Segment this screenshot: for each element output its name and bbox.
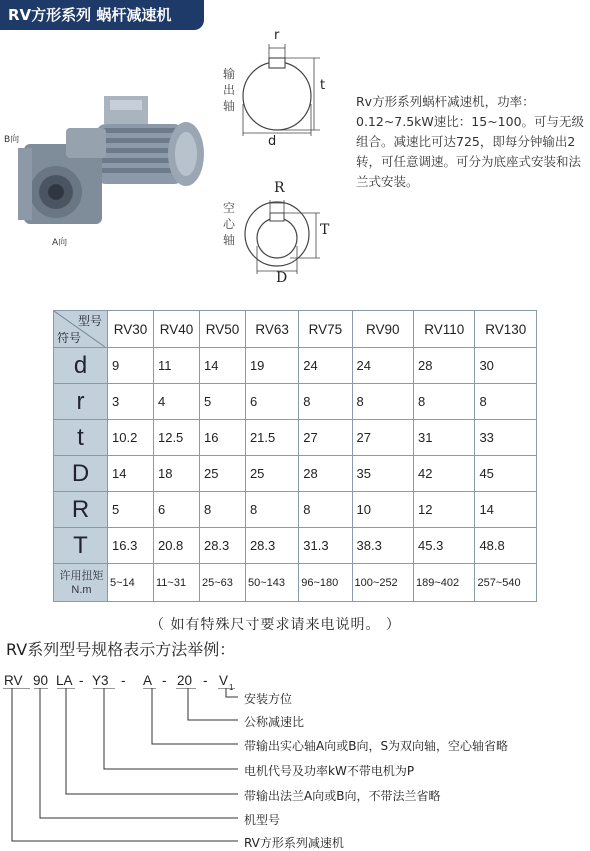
code-part-rv: RV	[4, 673, 23, 688]
spec-table	[53, 310, 537, 602]
table-row	[54, 420, 537, 456]
table-cell: 11	[153, 348, 199, 384]
table-cell: 96~180	[299, 564, 352, 602]
table-cell: 24	[299, 348, 352, 384]
table-cell: 28	[299, 456, 352, 492]
section-title: RV方形系列 蜗杆减速机	[0, 0, 204, 30]
table-cell: 11~31	[153, 564, 199, 602]
model-header: RV40	[153, 311, 199, 348]
corner-type-label: 型号	[77, 314, 102, 328]
dim-d-label: d	[268, 134, 277, 149]
table-cell: 27	[352, 420, 413, 456]
table-cell: 6	[153, 492, 199, 528]
table-cell: 9	[108, 348, 154, 384]
code-part-motor: Y3	[92, 673, 109, 688]
code-part-ratio: 20	[177, 673, 193, 688]
corner-cell	[54, 311, 108, 348]
table-cell: 8	[199, 492, 245, 528]
table-cell: 33	[475, 420, 537, 456]
table-cell: 6	[245, 384, 298, 420]
dim-r-label: r	[274, 28, 280, 43]
gear-reducer-photo	[6, 82, 216, 252]
table-cell: 50~143	[245, 564, 298, 602]
legend-item: RV方形系列减速机	[244, 836, 344, 850]
table-header-row	[54, 311, 537, 348]
table-cell: 25	[199, 456, 245, 492]
table-cell: 38.3	[352, 528, 413, 564]
dim-D-label: D	[276, 270, 288, 286]
code-subscript: 1	[229, 683, 234, 692]
table-cell: 8	[299, 384, 352, 420]
model-header: RV110	[414, 311, 475, 348]
table-cell: 189~402	[414, 564, 475, 602]
table-cell: 8	[414, 384, 475, 420]
table-cell: 31.3	[299, 528, 352, 564]
table-cell: 14	[199, 348, 245, 384]
legend-item: 带输出实心轴A向或B向，S为双向轴，空心轴省略	[244, 739, 509, 753]
table-cell: 28.3	[245, 528, 298, 564]
model-header: RV63	[245, 311, 298, 348]
table-cell: 19	[245, 348, 298, 384]
table-cell: 25	[245, 456, 298, 492]
model-header: RV75	[299, 311, 352, 348]
code-part-position: V	[219, 673, 229, 688]
model-header: RV130	[475, 311, 537, 348]
code-leader-lines	[0, 688, 260, 848]
hollow-shaft-caption: 空心轴	[222, 201, 235, 247]
table-cell: 31	[414, 420, 475, 456]
model-header: RV30	[108, 311, 154, 348]
row-symbol: t	[54, 420, 108, 456]
table-cell: 8	[352, 384, 413, 420]
table-cell: 3	[108, 384, 154, 420]
example-title: RV系列型号规格表示方法举例：	[6, 640, 236, 659]
code-part-size: 90	[33, 673, 49, 688]
model-header: RV90	[352, 311, 413, 348]
table-cell: 12.5	[153, 420, 199, 456]
table-cell: 20.8	[153, 528, 199, 564]
table-cell: 42	[414, 456, 475, 492]
table-cell: 35	[352, 456, 413, 492]
dim-R-label: R	[274, 180, 285, 196]
corner-symbol-label: 符号	[57, 331, 82, 345]
row-symbol: T	[54, 528, 108, 564]
code-part-flange: LA	[56, 673, 73, 688]
table-cell: 8	[245, 492, 298, 528]
table-row	[54, 384, 537, 420]
code-dash: -	[162, 673, 167, 688]
photo-label-b: B向	[4, 135, 20, 145]
code-dash: -	[203, 673, 208, 688]
row-symbol: r	[54, 384, 108, 420]
row-symbol: R	[54, 492, 108, 528]
table-cell: 10	[352, 492, 413, 528]
row-symbol: D	[54, 456, 108, 492]
table-row	[54, 456, 537, 492]
dim-t-label: t	[320, 78, 326, 93]
table-cell: 12	[414, 492, 475, 528]
code-dash: -	[79, 673, 84, 688]
table-cell: 14	[108, 456, 154, 492]
table-cell: 24	[352, 348, 413, 384]
table-cell: 28	[414, 348, 475, 384]
row-symbol: 许用扭矩N.m	[54, 564, 108, 602]
dim-T-label: T	[320, 222, 330, 238]
table-cell: 48.8	[475, 528, 537, 564]
output-shaft-diagram	[240, 34, 340, 152]
legend-item: 电机代号及功率kW不带电机为P	[244, 764, 415, 778]
table-cell: 5	[108, 492, 154, 528]
table-row	[54, 528, 537, 564]
photo-label-a: A向	[52, 238, 68, 248]
table-cell: 27	[299, 420, 352, 456]
model-header: RV50	[199, 311, 245, 348]
table-cell: 28.3	[199, 528, 245, 564]
table-cell: 45.3	[414, 528, 475, 564]
table-cell: 18	[153, 456, 199, 492]
code-dash: -	[121, 673, 126, 688]
table-cell: 16.3	[108, 528, 154, 564]
table-row	[54, 348, 537, 384]
table-cell: 257~540	[475, 564, 537, 602]
table-cell: 16	[199, 420, 245, 456]
legend-item: 安装方位	[244, 692, 293, 706]
table-cell: 4	[153, 384, 199, 420]
table-cell: 45	[475, 456, 537, 492]
table-cell: 8	[299, 492, 352, 528]
table-row	[54, 564, 537, 602]
special-size-note: （ 如有特殊尺寸要求请来电说明。 ）	[150, 617, 401, 633]
table-cell: 14	[475, 492, 537, 528]
table-cell: 10.2	[108, 420, 154, 456]
table-cell: 25~63	[199, 564, 245, 602]
table-cell: 30	[475, 348, 537, 384]
legend-item: 机型号	[244, 813, 281, 827]
code-part-shaft: A	[143, 673, 153, 688]
table-cell: 100~252	[352, 564, 413, 602]
table-cell: 5~14	[108, 564, 154, 602]
output-shaft-caption: 输出轴	[222, 67, 235, 113]
table-cell: 8	[475, 384, 537, 420]
product-description: Rv方形系列蜗杆减速机，功率：0.12~7.5kW速比：15~100。可与无级组合。减速比可达725，即每分钟输出2转，可任意调速。可分为底座式安装和法兰式安装。	[356, 94, 585, 189]
legend-item: 公称减速比	[244, 715, 305, 729]
legend-item: 带输出法兰A向或B向，不带法兰省略	[244, 789, 441, 803]
row-symbol: d	[54, 348, 108, 384]
table-cell: 21.5	[245, 420, 298, 456]
table-cell: 5	[199, 384, 245, 420]
table-row	[54, 492, 537, 528]
